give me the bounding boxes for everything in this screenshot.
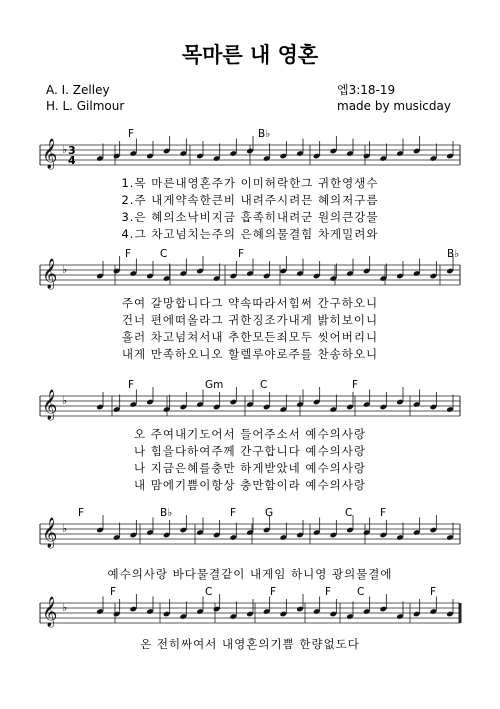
chord-symbol: F	[270, 586, 277, 598]
lyric-line: 2.주 내게약속한큰비 내려주시려믄 혜의저구름	[121, 193, 379, 207]
chord-symbol: C	[345, 507, 353, 519]
chord-symbol: F	[110, 586, 117, 598]
lyric-line: 나 힘을다하여주께 간구합니다 예수의사랑	[134, 444, 366, 458]
chord-symbol: B♭	[447, 248, 460, 260]
lyricist-credit: A. I. Zelley	[46, 83, 110, 97]
lyric-line: 오 주여내기도어서 들어주소서 예수의사랑	[134, 427, 366, 441]
staff-system	[40, 128, 460, 241]
chord-symbol: F	[430, 586, 437, 598]
staff-system	[40, 586, 460, 651]
chord-symbol: Gm	[205, 379, 224, 391]
staff-system	[40, 379, 460, 492]
chord-symbol: G	[265, 507, 274, 519]
chord-symbol: F	[352, 379, 359, 391]
song-title: 목마른 내 영혼	[181, 43, 319, 67]
chord-symbol: B♭	[258, 128, 271, 140]
scripture-reference: 엡3:18-19	[337, 83, 396, 97]
treble-clef-icon: 𝄞	[42, 597, 58, 627]
lyric-line: 예수의사랑 바다물결같이 내게임 하니영 광의물결에	[107, 567, 393, 581]
treble-clef-icon: 𝄞	[42, 518, 58, 548]
lyric-line: 내 맘에기쁨이항상 충만함이라 예수의사랑	[134, 478, 366, 492]
lyric-line: 내게 만족하오니오 할렐루야로주를 찬송하오니	[121, 347, 379, 361]
flat-key-signature-icon: ♭	[62, 143, 68, 156]
chord-symbol: F	[230, 507, 237, 519]
chord-symbol: F	[125, 248, 132, 260]
lyric-line: 흘러 차고넘쳐서내 추한모든죄모두 씻어버리니	[121, 330, 379, 344]
chord-symbol: F	[78, 507, 85, 519]
score-systems	[40, 128, 460, 651]
chord-symbol: B♭	[160, 507, 173, 519]
treble-clef-icon: 𝄞	[42, 259, 58, 289]
time-signature-bottom: 4	[68, 154, 76, 167]
flat-key-signature-icon: ♭	[62, 601, 68, 614]
chord-symbol: C	[205, 586, 213, 598]
composer-credit: H. L. Gilmour	[46, 99, 125, 113]
chord-symbol: F	[238, 248, 245, 260]
flat-key-signature-icon: ♭	[62, 394, 68, 407]
made-by-credit: made by musicday	[337, 99, 451, 113]
chord-symbol: F	[128, 379, 135, 391]
staff-system	[40, 248, 460, 361]
chord-symbol: F	[325, 586, 332, 598]
lyric-line: 나 지금은혜를충만 하게받았네 예수의사랑	[134, 461, 366, 475]
staff-system	[40, 507, 460, 581]
flat-key-signature-icon: ♭	[62, 522, 68, 535]
lyric-line: 1.목 마른내영혼주가 이미허락한그 귀한영생수	[121, 176, 379, 190]
chord-symbol: F	[380, 507, 387, 519]
time-signature-top: 3	[68, 144, 76, 157]
lyric-line: 건너 편에떠올라그 귀한징조가내게 밝히보이니	[121, 313, 379, 327]
flat-key-signature-icon: ♭	[62, 263, 68, 276]
lyric-line: 주여 갈망합니다그 약속따라서힘써 간구하오니	[121, 296, 379, 310]
treble-clef-icon: 𝄞	[42, 390, 58, 420]
lyric-line: 온 전히싸여서 내영혼의기쁨 한량없도다	[140, 637, 360, 651]
lyric-line: 4.그 차고넘치는주의 은혜의물결힘 차게밀려와	[121, 227, 379, 241]
chord-symbol: C	[260, 379, 268, 391]
chord-symbol: C	[160, 248, 168, 260]
chord-symbol: F	[128, 128, 135, 140]
treble-clef-icon: 𝄞	[42, 139, 58, 169]
chord-symbol: C	[357, 586, 365, 598]
lyric-line: 3.은 혜의소낙비지금 흡족히내려군 원의큰강물	[121, 210, 379, 224]
